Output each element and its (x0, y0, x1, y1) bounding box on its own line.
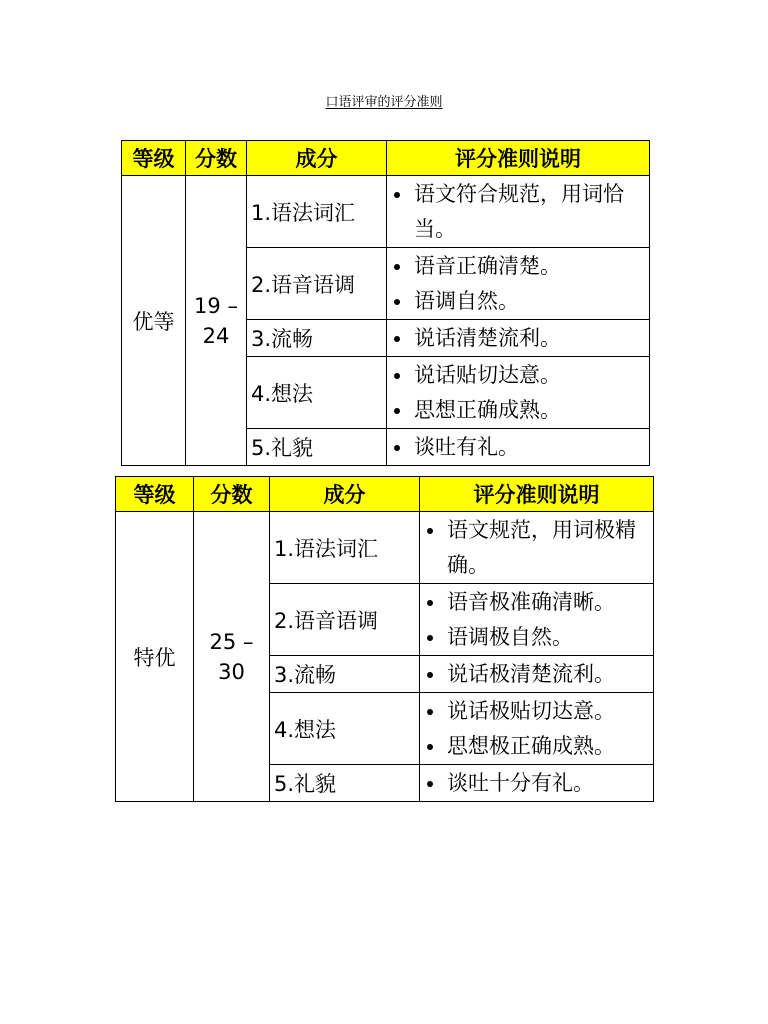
list-item (420, 694, 653, 729)
criteria-cell (387, 320, 650, 357)
criteria-text: 思想极正确成熟。 (447, 734, 615, 758)
bullet-icon (427, 600, 433, 606)
component-cell: 2.语音语调 (247, 248, 387, 320)
criteria-text: 语文符合规范，用词恰当。 (414, 182, 624, 241)
list-item (387, 284, 649, 319)
score-range-start: 19 – (194, 293, 238, 318)
bullet-icon (394, 445, 400, 451)
criteria-text: 说话极贴切达意。 (447, 699, 615, 723)
component-cell: 2.语音语调 (270, 584, 420, 656)
criteria-cell (420, 584, 654, 656)
rubric-table-excellent (121, 140, 650, 466)
list-item (387, 393, 649, 428)
criteria-text: 谈吐有礼。 (414, 435, 519, 459)
criteria-cell (387, 176, 650, 248)
header-component: 成分 (270, 477, 420, 512)
score-range-end: 30 (218, 659, 245, 684)
bullet-icon (427, 744, 433, 750)
score-range-start: 25 – (209, 629, 254, 654)
criteria-text: 思想正确成熟。 (414, 398, 561, 422)
bullet-icon (394, 408, 400, 414)
component-cell: 4.想法 (270, 693, 420, 765)
list-item (420, 585, 653, 620)
list-item (420, 766, 653, 801)
bullet-icon (394, 264, 400, 270)
grade-cell: 特优 (116, 512, 194, 802)
header-criteria: 评分准则说明 (387, 141, 650, 176)
table-header-row (116, 477, 654, 512)
bullet-icon (394, 192, 400, 198)
list-item (420, 620, 653, 655)
component-cell: 4.想法 (247, 357, 387, 429)
bullet-icon (394, 336, 400, 342)
component-cell: 3.流畅 (247, 320, 387, 357)
header-grade: 等级 (116, 477, 194, 512)
list-item (420, 729, 653, 764)
header-criteria: 评分准则说明 (420, 477, 654, 512)
header-score: 分数 (186, 141, 247, 176)
document-title-text: 口语评审的评分准则 (325, 95, 443, 110)
criteria-text: 说话贴切达意。 (414, 363, 561, 387)
criteria-text: 谈吐十分有礼。 (447, 771, 594, 795)
criteria-text: 语调极自然。 (447, 625, 573, 649)
header-component: 成分 (247, 141, 387, 176)
component-cell: 1.语法词汇 (270, 512, 420, 584)
table-header-row (122, 141, 650, 176)
criteria-cell (420, 693, 654, 765)
score-cell (194, 512, 270, 802)
bullet-icon (427, 635, 433, 641)
criteria-text: 语音极准确清晰。 (447, 590, 615, 614)
list-item (420, 657, 653, 692)
criteria-text: 语文规范，用词极精确。 (447, 518, 636, 577)
rubric-table-distinction (115, 476, 654, 802)
header-score: 分数 (194, 477, 270, 512)
criteria-text: 说话清楚流利。 (414, 326, 561, 350)
criteria-text: 语音正确清楚。 (414, 254, 561, 278)
component-cell: 5.礼貌 (270, 765, 420, 802)
criteria-cell (387, 248, 650, 320)
bullet-icon (394, 373, 400, 379)
component-cell: 5.礼貌 (247, 429, 387, 466)
table-row (122, 176, 650, 248)
bullet-icon (427, 672, 433, 678)
criteria-cell (420, 656, 654, 693)
list-item (387, 321, 649, 356)
bullet-icon (427, 528, 433, 534)
criteria-text: 语调自然。 (414, 289, 519, 313)
score-cell (186, 176, 247, 466)
table-row (116, 512, 654, 584)
bullet-icon (427, 709, 433, 715)
criteria-text: 说话极清楚流利。 (447, 662, 615, 686)
component-cell: 3.流畅 (270, 656, 420, 693)
list-item (420, 513, 653, 583)
criteria-cell (420, 512, 654, 584)
component-cell: 1.语法词汇 (247, 176, 387, 248)
criteria-cell (387, 357, 650, 429)
bullet-icon (394, 299, 400, 305)
list-item (387, 358, 649, 393)
criteria-cell (387, 429, 650, 466)
score-range-end: 24 (202, 323, 230, 348)
bullet-icon (427, 781, 433, 787)
list-item (387, 177, 649, 247)
header-grade: 等级 (122, 141, 186, 176)
criteria-cell (420, 765, 654, 802)
document-title (0, 94, 768, 112)
grade-cell: 优等 (122, 176, 186, 466)
list-item (387, 249, 649, 284)
list-item (387, 430, 649, 465)
